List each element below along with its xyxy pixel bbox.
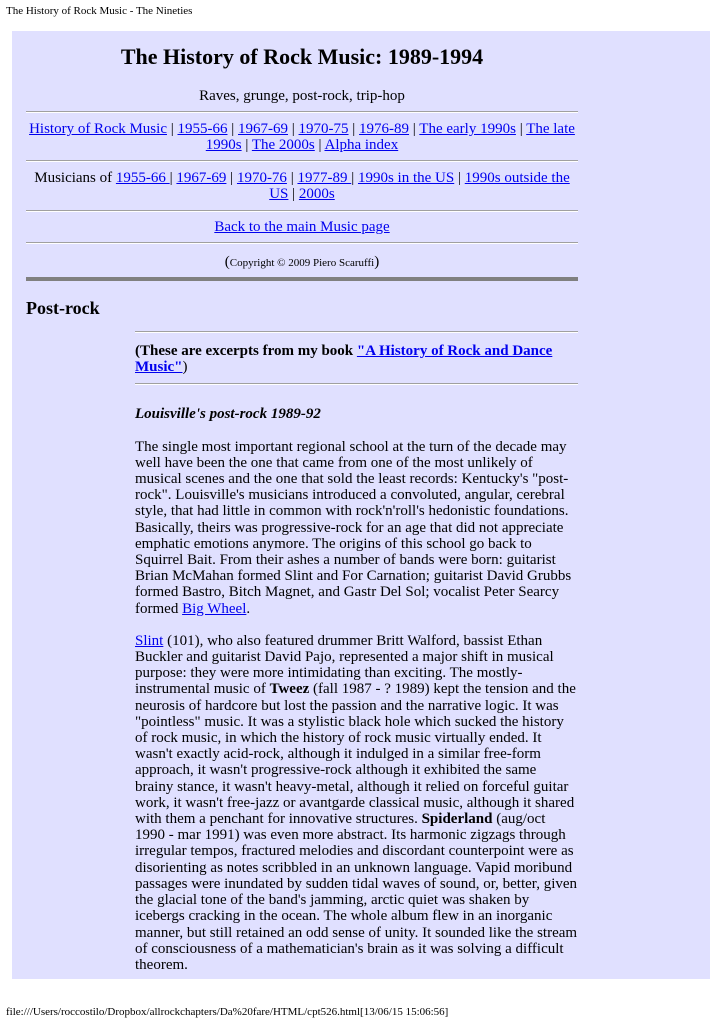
nav-link-1976-89[interactable]: 1976-89 bbox=[359, 121, 410, 137]
paragraph-text: (aug/oct 1990 - mar 1991) was even more abstract. Its harmonic zigzags through irregular tempos, fractured melodies and discordant counterpoint were as disorienting as notes scribbled in an unknown language. Vapid moribund passages were inundated by sudden tidal waves of sound, or, better, given the glacial tone of the band's jamming, arctic quiet was shaken by icebergs cracking in the ocean. The whole album flew in an inorganic manner, but still retained an odd sense of unity. It sounded like the stream of consciousness of a mathematician's brain as it was solving a difficult theorem. bbox=[135, 811, 578, 973]
musicians-link-1990s-outside-us[interactable]: 1990s outside the US bbox=[269, 170, 570, 202]
divider bbox=[26, 242, 578, 244]
musicians-link-1967-69[interactable]: 1967-69 bbox=[176, 170, 227, 186]
copyright-text: Copyright © 2009 Piero Scaruffi bbox=[229, 257, 375, 269]
subheading: Louisville's post-rock 1989-92 bbox=[135, 406, 321, 423]
nav-link-1967-69[interactable]: 1967-69 bbox=[238, 121, 289, 137]
book-link[interactable]: "A History of Rock and Dance Music" bbox=[135, 343, 553, 376]
book-excerpt-note bbox=[135, 343, 578, 375]
separator: | bbox=[519, 121, 523, 137]
separator: | bbox=[170, 121, 174, 137]
nav-link-history[interactable]: History of Rock Music bbox=[29, 121, 167, 137]
divider bbox=[135, 383, 578, 385]
copyright-open: ( bbox=[224, 254, 230, 270]
musicians-link-1977-89[interactable]: 1977-89 bbox=[297, 170, 352, 186]
separator: | bbox=[457, 170, 461, 186]
paragraph bbox=[135, 633, 578, 973]
paragraph bbox=[135, 439, 578, 617]
separator: | bbox=[412, 121, 416, 137]
separator: | bbox=[318, 137, 322, 153]
divider bbox=[135, 331, 578, 333]
musicians-link-1955-66[interactable]: 1955-66 bbox=[115, 170, 170, 186]
separator: | bbox=[231, 121, 235, 137]
page-subtitle: Raves, grunge, post-rock, trip-hop bbox=[199, 88, 405, 104]
excerpt-prefix: (These are excerpts from my book bbox=[135, 343, 357, 359]
nav-link-late-1990s[interactable]: The late 1990s bbox=[205, 121, 575, 153]
paragraph-text: (fall 1987 - ? 1989) kept the tension and the neurosis of hardcore but lost the passion and the narrative logic. It was "pointless" music. It was a stylistic black hole which sucked the history of rock music, in which the history of rock music virtually ended. It wasn't exactly acid-rock, although it indulged in a similar free-form approach, it wasn't progressive-rock although it exhibited the same brainy stance, it wasn't heavy-metal, although it relied on forceful guitar work, it wasn't free-jazz or avantgarde classical music, although it shared with them a penchant for innovative structures. bbox=[135, 681, 576, 828]
nav-link-alpha-index[interactable]: Alpha index bbox=[324, 137, 399, 153]
musicians-nav bbox=[26, 170, 578, 202]
divider bbox=[26, 210, 578, 212]
paragraph-text: The single most important regional school at the turn of the decade may well have been the one that came from one of the most unlikely of musical scenes and the one that sold the least records: Kentucky's "post-rock". Louisville's musicians introduced a convoluted, angular, cerebral style, that had little in common with rock'n'roll's hedonistic foundations. Basically, theirs was progressive-rock for an age that did not appreciate emphatic emotions anymore. The origins of this school go back to Squirrel Bait. From their ashes a number of bands were born: guitarist Brian McMahan formed Slint and For Carnation; guitarist David Grubbs formed Bastro, Bitch Magnet, and Gastr Del Sol; vocalist Peter Searcy formed bbox=[135, 438, 572, 617]
musicians-link-2000s[interactable]: 2000s bbox=[298, 186, 335, 202]
back-nav bbox=[26, 219, 578, 235]
excerpt-suffix: ) bbox=[182, 359, 188, 376]
big-wheel-link[interactable]: Big Wheel bbox=[182, 600, 247, 617]
copyright-close: ) bbox=[374, 254, 380, 270]
musicians-label: Musicians of bbox=[34, 170, 113, 186]
album-title-tweez: Tweez bbox=[269, 681, 310, 698]
nav-link-1955-66[interactable]: 1955-66 bbox=[177, 121, 228, 137]
album-title-spiderland: Spiderland bbox=[421, 811, 493, 828]
nav-link-2000s[interactable]: The 2000s bbox=[251, 137, 315, 153]
separator: | bbox=[291, 121, 295, 137]
separator: | bbox=[169, 170, 173, 186]
browser-title: The History of Rock Music - The Nineties bbox=[6, 5, 193, 17]
separator: | bbox=[245, 137, 249, 153]
musicians-link-1970-76[interactable]: 1970-76 bbox=[236, 170, 287, 186]
divider bbox=[26, 111, 578, 113]
separator: | bbox=[290, 170, 294, 186]
back-to-music-link[interactable]: Back to the main Music page bbox=[214, 219, 390, 235]
divider bbox=[26, 160, 578, 162]
separator: | bbox=[352, 121, 356, 137]
section-divider bbox=[26, 277, 578, 281]
separator: | bbox=[351, 170, 355, 186]
copyright-notice bbox=[26, 253, 578, 272]
nav-link-early-1990s[interactable]: The early 1990s bbox=[419, 121, 516, 137]
nav-link-1970-75[interactable]: 1970-75 bbox=[298, 121, 349, 137]
page-title: The History of Rock Music: 1989-1994 bbox=[120, 44, 484, 69]
history-nav bbox=[26, 121, 578, 153]
paragraph-text: (101), who also featured drummer Britt Walford, bassist Ethan Buckler and guitarist David Pajo, represented a major shift in musical purpose: they were more intimidating than exciting. The mostly-instrumental music of bbox=[135, 632, 554, 698]
file-path-footer: file:///Users/roccostilo/Dropbox/allrockchapters/Da%20fare/HTML/cpt526.html[13/06/15 15:06:56] bbox=[6, 1006, 449, 1018]
musicians-link-1990s-us[interactable]: 1990s in the US bbox=[357, 170, 455, 186]
separator: | bbox=[292, 186, 296, 202]
paragraph-text: . bbox=[246, 600, 251, 617]
section-title: Post-rock bbox=[26, 298, 100, 318]
content-panel bbox=[12, 31, 710, 979]
slint-link[interactable]: Slint bbox=[135, 632, 164, 649]
separator: | bbox=[230, 170, 234, 186]
article-body bbox=[135, 331, 578, 973]
